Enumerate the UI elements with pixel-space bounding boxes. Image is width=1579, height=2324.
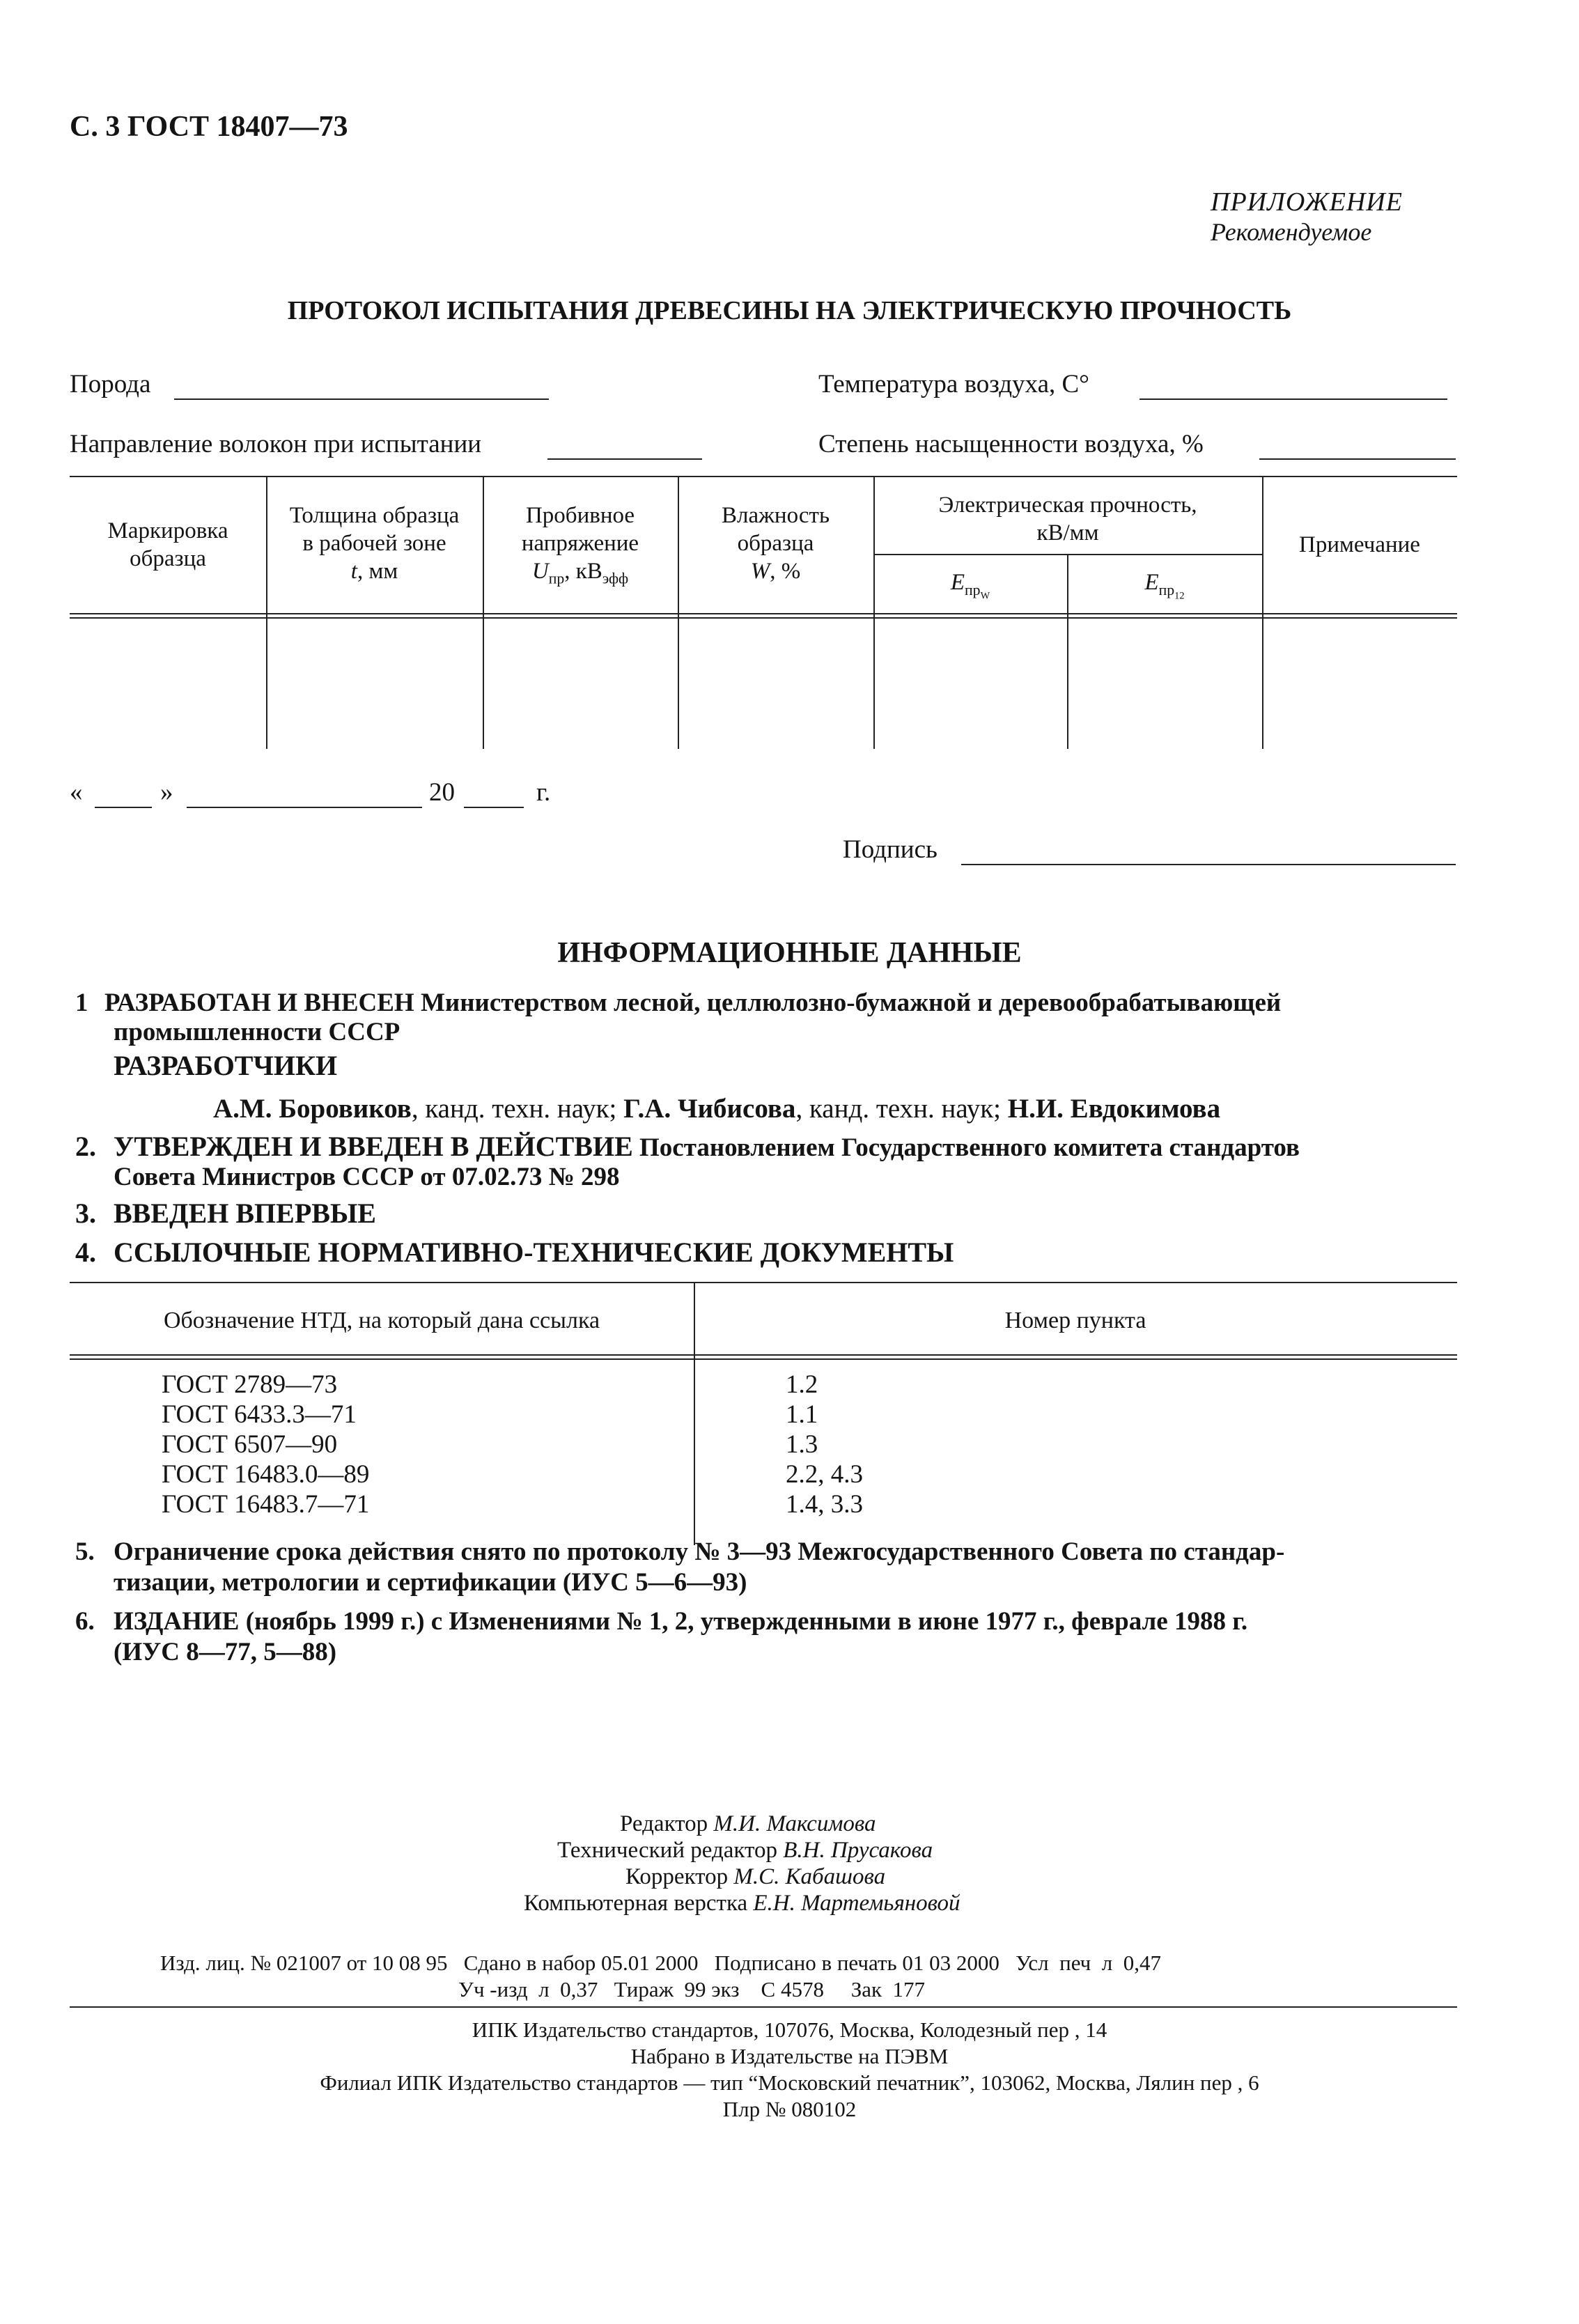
header-breakdown-voltage: Пробивное напряжение $U_{пр}$, $кВ_{эфф}$ <box>521 503 639 587</box>
publisher-line-3: Филиал ИПК Издательство стандартов — тип “Московский печатник”, 103062, Москва, Лялин пер , 6 <box>320 2070 1259 2095</box>
ref-table-top-border <box>70 1282 1457 1283</box>
info-item-6-cont: (ИУС 8—77, 5—88) <box>114 1638 337 1666</box>
developers-list: А.М. Боровиков, канд. техн. наук; Г.А. Чибисова, канд. техн. наук; Н.И. Евдокимова <box>213 1094 1221 1124</box>
info-item-6-number: 6. <box>75 1607 95 1636</box>
imprint-corrector: Корректор М.С. Кабашова <box>625 1864 886 1889</box>
info-item-4-number: 4. <box>75 1237 96 1268</box>
ref-table-row-doc: ГОСТ 6507—90 <box>162 1430 338 1459</box>
info-item-2-number: 2. <box>75 1131 96 1162</box>
ref-table-row-clause: 1.1 <box>786 1400 818 1429</box>
ref-table-row-clause: 1.2 <box>786 1370 818 1399</box>
ref-table-row-clause: 2.2, 4.3 <box>786 1460 863 1489</box>
info-item-4: ССЫЛОЧНЫЕ НОРМАТИВНО-ТЕХНИЧЕСКИЕ ДОКУМЕНТЫ <box>114 1237 954 1268</box>
signature-blank <box>961 864 1456 865</box>
imprint-divider <box>70 2006 1457 2008</box>
header-sample-marking: Маркировка образца <box>107 518 228 571</box>
info-item-3: ВВЕДЕН ВПЕРВЫЕ <box>114 1198 376 1229</box>
imprint-tech-editor: Технический редактор В.Н. Прусакова <box>557 1838 933 1863</box>
header-strength-12: $E_{пр_{12}}$ <box>1144 570 1185 601</box>
air-saturation-label: Степень насыщенности воздуха, % <box>818 430 1204 458</box>
ref-table-row-doc: ГОСТ 6433.3—71 <box>162 1400 357 1429</box>
table-col-divider <box>1262 476 1263 749</box>
ref-table-row-clause: 1.4, 3.3 <box>786 1490 863 1519</box>
appendix-title: ПРИЛОЖЕНИЕ <box>1211 187 1403 217</box>
developers-label: РАЗРАБОТЧИКИ <box>114 1050 338 1081</box>
header-strength-w: $E_{пр_W}$ <box>950 570 990 601</box>
signature-label: Подпись <box>843 835 938 864</box>
info-item-1-number: 1 <box>75 989 88 1017</box>
air-saturation-blank <box>1259 458 1456 460</box>
ref-table-header-line <box>70 1354 1457 1356</box>
ref-table-row-doc: ГОСТ 16483.7—71 <box>162 1490 370 1519</box>
ref-table-header-line-2 <box>70 1358 1457 1360</box>
fiber-direction-blank <box>547 458 702 460</box>
info-title: ИНФОРМАЦИОННЫЕ ДАННЫЕ <box>557 937 1022 969</box>
info-item-6: ИЗДАНИЕ (ноябрь 1999 г.) с Изменениями № 1, 2, утвержденными в июне 1977 г., феврале 1988 г. <box>114 1607 1248 1636</box>
header-sample-thickness: Толщина образца в рабочей зоне t, мм <box>289 503 460 584</box>
temperature-label: Температура воздуха, С° <box>818 370 1089 398</box>
temperature-blank <box>1139 398 1447 400</box>
imprint-license: Изд. лиц. № 021007 от 10 08 95 Сдано в набор 05.01 2000 Подписано в печать 01 03 2000 Усл печ л 0,47 <box>160 1951 1161 1975</box>
ref-header-clause: Номер пункта <box>1004 1308 1146 1333</box>
date-day-blank <box>95 807 152 808</box>
date-year-prefix: 20 <box>429 778 455 807</box>
date-year-suffix: г. <box>536 778 551 807</box>
appendix-note: Рекомендуемое <box>1211 218 1372 246</box>
imprint-layout: Компьютерная верстка Е.Н. Мартемьяновой <box>524 1891 960 1916</box>
info-item-5-cont: тизации, метрологии и сертификации (ИУС 5—6—93) <box>114 1568 747 1597</box>
date-open-quote: « <box>70 778 83 807</box>
header-electric-strength: Электрическая прочность, кВ/мм <box>938 493 1197 545</box>
protocol-title: ПРОТОКОЛ ИСПЫТАНИЯ ДРЕВЕСИНЫ НА ЭЛЕКТРИЧЕСКУЮ ПРОЧНОСТЬ <box>287 296 1292 325</box>
date-year-blank <box>464 807 524 808</box>
imprint-print-data: Уч -изд л 0,37 Тираж 99 экз С 4578 Зак 177 <box>458 1977 926 2001</box>
table-header-bottom-line-2 <box>70 617 1457 619</box>
publisher-line-1: ИПК Издательство стандартов, 107076, Москва, Колодезный пер , 14 <box>472 2017 1107 2042</box>
table-top-border <box>70 476 1457 477</box>
species-blank <box>174 398 549 400</box>
fiber-direction-label: Направление волокон при испытании <box>70 430 482 458</box>
info-item-3-number: 3. <box>75 1198 96 1229</box>
ref-table-row-doc: ГОСТ 2789—73 <box>162 1370 338 1399</box>
ref-header-document: Обозначение НТД, на который дана ссылка <box>163 1308 600 1333</box>
info-item-1: РАЗРАБОТАН И ВНЕСЕН Министерством лесной, целлюлозно-бумажной и деревообрабатывающей <box>104 989 1282 1017</box>
publisher-line-4: Плр № 080102 <box>722 2097 857 2121</box>
date-month-blank <box>187 807 422 808</box>
page-reference: С. 3 ГОСТ 18407—73 <box>70 111 348 143</box>
ref-table-row-clause: 1.3 <box>786 1430 818 1459</box>
publisher-line-2: Набрано в Издательстве на ПЭВМ <box>630 2044 949 2068</box>
info-item-1-cont: промышленности СССР <box>114 1018 400 1046</box>
info-item-2: УТВЕРЖДЕН И ВВЕДЕН В ДЕЙСТВИЕ Постановлением Государственного комитета стандартов <box>114 1131 1300 1162</box>
info-item-2-cont: Совета Министров СССР от 07.02.73 № 298 <box>114 1163 620 1191</box>
info-item-5: Ограничение срока действия снято по протоколу № 3—93 Межгосударственного Совета по стандар- <box>114 1537 1285 1566</box>
species-label: Порода <box>70 370 151 398</box>
table-header-bottom-line <box>70 613 1457 614</box>
date-close-quote: » <box>160 778 173 807</box>
header-remarks: Примечание <box>1299 532 1420 557</box>
header-moisture: Влажность образца W, % <box>721 503 830 584</box>
imprint-editor: Редактор М.И. Максимова <box>620 1811 876 1836</box>
info-item-5-number: 5. <box>75 1537 95 1566</box>
ref-table-row-doc: ГОСТ 16483.0—89 <box>162 1460 370 1489</box>
